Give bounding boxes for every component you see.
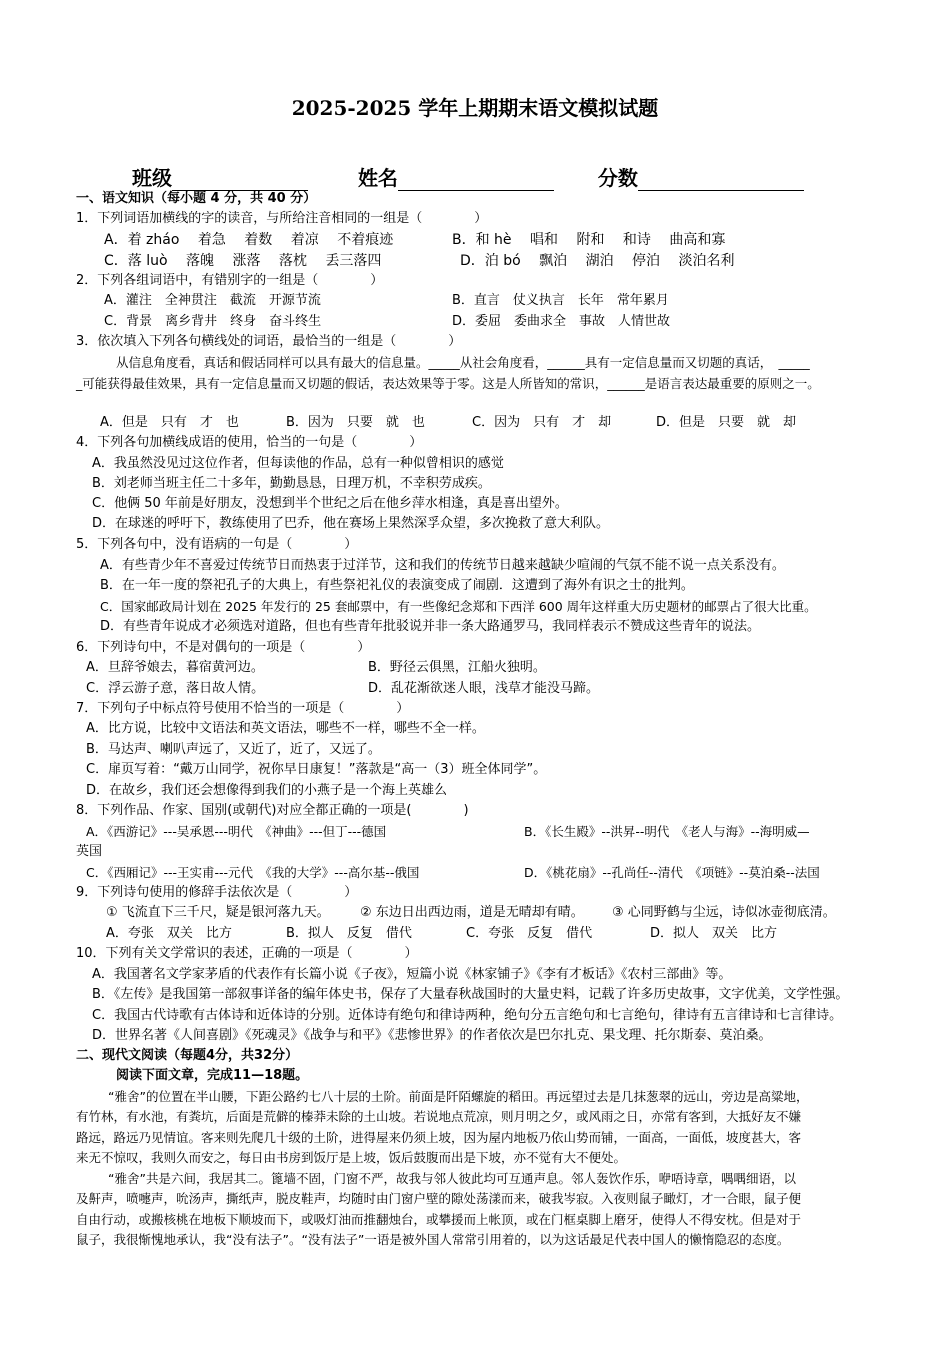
passage-para2-line2: 及鼾声，喷嚏声，吮汤声，撕纸声，脱皮鞋声，均随时由门窗户壁的隙处荡漾而来，破我岑寂。入夜则鼠子瞰灯，才一合眼，鼠子便: [76, 1191, 802, 1206]
q3-stem: 3．依次填入下列各句横线处的词语，最恰当的一组是（ ）: [76, 334, 462, 349]
q6-option-c: C．浮云游子意，落日故人情。: [86, 681, 265, 696]
q6-option-a: A．旦辞爷娘去，暮宿黄河边。: [86, 660, 264, 675]
q5-stem: 5．下列各句中，没有语病的一句是（ ）: [76, 537, 358, 552]
q5-option-c: C．国家邮政局计划在 2025 年发行的 25 套邮票中，有一些像纪念郑和下西洋 600 周年这样重大历史题材的邮票占了很大比重。: [100, 599, 817, 614]
q7-option-c: C．扉页写着：“戴万山同学，祝你早日康复！”落款是“高一（3）班全体同学”。: [86, 762, 547, 777]
q4-stem: 4．下列各句加横线成语的使用，恰当的一句是（ ）: [76, 435, 423, 450]
q1-option-c: C．落 luò 落魄 涨落 落枕 丢三落四: [104, 253, 382, 269]
q2-option-b: B．直言 仗义执言 长年 常年累月: [452, 293, 669, 308]
q9-option-d: D．拟人 双关 比方: [650, 926, 778, 941]
q5-option-b: B．在一年一度的祭祀孔子的大典上，有些祭祀礼仪的表演变成了闹剧．这遭到了海外有识之士的批判。: [100, 578, 694, 593]
q8-option-b: B．《长生殿》--洪昇--明代 《老人与海》--海明威—: [524, 824, 810, 839]
q9-sentence-1: ① 飞流直下三千尺，疑是银河落九天。: [106, 905, 330, 920]
passage-para1-line2: 有竹林，有水池，有粪坑，后面是荒僻的榛莽未除的土山坡。若说地点荒凉，则月明之夕，或风雨之日，亦常有客到，大抵好友不嫌: [76, 1109, 802, 1124]
name-blank[interactable]: [398, 170, 554, 191]
q7-option-b: B．马达声、喇叭声远了，又近了，近了，又远了。: [86, 742, 381, 757]
q2-option-c: C．背景 离乡背井 终身 奋斗终生: [104, 314, 322, 329]
q7-option-a: A．比方说，比较中文语法和英文语法，哪些不一样，哪些不全一样。: [86, 721, 485, 736]
q5-option-d: D．有些青年说成才必须选对道路，但也有些青年批驳说并非一条大路通罗马，我同样表示不赞成这些青年的说法。: [100, 619, 761, 634]
q4-option-d: D．在球迷的呼吁下，教练使用了巴乔，他在赛场上果然深孚众望，多次挽救了意大利队。: [92, 516, 610, 531]
page-title: 2025-2025 学年上期期末语文模拟试题: [291, 96, 659, 120]
passage-para2-line1: “雅舍”共是六间，我居其二。篦墙不固，门窗不严，故我与邻人彼此均可互通声息。邻人轰饮作乐，咿唔诗章，喁喁细语，以: [108, 1171, 796, 1186]
q8-option-c: C．《西厢记》---王实甫---元代 《我的大学》---高尔基--俄国: [86, 865, 420, 880]
q8-option-d: D．《桃花扇》--孔尚任--清代 《项链》--莫泊桑--法国: [524, 865, 820, 880]
q9-option-c: C．夸张 反复 借代: [466, 926, 593, 941]
class-blank[interactable]: [172, 170, 308, 191]
q2-option-d: D．委屈 委曲求全 事故 人情世故: [452, 314, 671, 329]
q4-option-c: C．他俩 50 年前是好朋友，没想到半个世纪之后在他乡萍水相逢，真是喜出望外。: [92, 496, 568, 511]
q10-option-c: C．我国古代诗歌有古体诗和近体诗的分别。近体诗有绝句和律诗两种，绝句分五言绝句和七言绝句，律诗有五言律诗和七言律诗。: [92, 1008, 843, 1023]
passage-para1-line1: “雅舍”的位置在半山腰，下距公路约七八十层的土阶。前面是阡陌螺旋的稻田。再远望过去是几抹葱翠的远山，旁边是高粱地，: [108, 1089, 809, 1104]
q9-sentence-3: ③ 心同野鹤与尘远，诗似冰壶彻底清。: [612, 905, 836, 920]
q6-option-d: D．乱花渐欲迷人眼，浅草才能没马蹄。: [368, 681, 600, 696]
q5-option-a: A．有些青少年不喜爱过传统节日而热衷于过洋节，这和我们的传统节日越来越缺少喧闹的气氛不能不说一点关系没有。: [100, 558, 785, 573]
q2-stem: 2．下列各组词语中，有错别字的一组是（ ）: [76, 273, 384, 288]
score-blank[interactable]: [638, 170, 804, 191]
student-info-row: [132, 162, 804, 191]
q9-stem: 9．下列诗句使用的修辞手法依次是（ ）: [76, 885, 358, 900]
class-label: 班级: [132, 166, 172, 190]
name-label: 姓名: [357, 166, 398, 190]
q2-option-a: A．灌注 全神贯注 截流 开源节流: [104, 293, 321, 308]
passage-para2-line4: 鼠子，我很惭愧地承认，我“没有法子”。“没有法子”一语是被外国人常常引用着的，以为这话最足代表中国人的懒惰隐忍的态度。: [76, 1232, 790, 1247]
q6-stem: 6．下列诗句中，不是对偶句的一项是（ ）: [76, 640, 371, 655]
q9-option-a: A．夸张 双关 比方: [106, 926, 232, 941]
q4-option-b: B．刘老师当班主任二十多年，勤勤恳恳，日理万机，不幸积劳成疾。: [92, 476, 491, 491]
q10-option-a: A．我国著名文学家茅盾的代表作有长篇小说《子夜》，短篇小说《林家铺子》《李有才板话》《农村三部曲》等。: [92, 967, 732, 982]
reading-instruction: 阅读下面文章，完成11—18题。: [116, 1068, 309, 1083]
q6-option-b: B．野径云俱黑，江船火独明。: [368, 660, 546, 675]
passage-para1-line4: 来无不惊叹，我则久而安之，每日由书房到饭厅是上坡，饭后鼓腹而出是下坡，亦不觉有大不便处。: [76, 1150, 627, 1165]
q1-option-d: D．泊 bó 飘泊 湖泊 停泊 淡泊名利: [460, 253, 735, 269]
q10-option-b: B．《左传》是我国第一部叙事详备的编年体史书，保存了大量春秋战国时的大量史料，记载了许多历史故事，文字优美，文学性强。: [92, 987, 849, 1002]
q8-stem: 8．下列作品、作家、国别(或朝代)对应全都正确的一项是( ): [76, 803, 469, 818]
q4-option-a: A．我虽然没见过这位作者，但每读他的作品，总有一种似曾相识的感觉: [92, 456, 504, 471]
q3-option-a: A．但是 只有 才 也: [100, 415, 239, 430]
q10-stem: 10．下列有关文学常识的表述，正确的一项是（ ）: [76, 946, 418, 961]
q8-option-b-continued: 英国: [76, 844, 103, 859]
q1-option-b: B．和 hè 唱和 附和 和诗 曲高和寡: [452, 232, 726, 248]
q3-option-d: D．但是 只要 就 却: [656, 415, 797, 430]
section1-heading: 一、语文知识（每小题 4 分，共 40 分）: [76, 191, 317, 206]
q7-option-d: D．在故乡，我们还会想像得到我们的小燕子是一个海上英雄么: [86, 783, 448, 798]
q8-option-a: A．《西游记》---吴承恩---明代 《神曲》---但丁---德国: [86, 824, 387, 839]
q9-sentence-2: ② 东边日出西边雨，道是无晴却有晴。: [360, 905, 584, 920]
q1-stem: 1．下列词语加横线的字的读音，与所给注音相同的一组是（ ）: [76, 211, 488, 226]
passage-para2-line3: 自由行动，或搬核桃在地板下顺坡而下，或吸灯油而推翻烛台，或攀援而上帐顶，或在门框桌脚上磨牙，使得人不得安枕。但是对于: [76, 1212, 802, 1227]
q9-option-b: B．拟人 反复 借代: [286, 926, 412, 941]
q3-passage-line1: 从信息角度看，真话和假话同样可以具有最大的信息量。_____从社会角度看，______具有一定信息量而又切题的真话， _____: [116, 355, 810, 370]
q7-stem: 7．下列句子中标点符号使用不恰当的一项是（ ）: [76, 701, 410, 716]
q10-option-d: D．世界名著《人间喜剧》《死魂灵》《战争与和平》《悲惨世界》的作者依次是巴尔扎克、果戈理、托尔斯泰、莫泊桑。: [92, 1028, 772, 1043]
passage-para1-line3: 路远，路远乃见情谊。客来则先爬几十级的土阶，进得屋来仍须上坡，因为屋内地板乃依山势而铺，一面高，一面低，坡度甚大，客: [76, 1130, 802, 1145]
q3-option-b: B．因为 只要 就 也: [286, 415, 425, 430]
q3-passage-line2: _可能获得最佳效果，具有一定信息量而又切题的假话，表达效果等于零。这是人所皆知的常识，______是语言表达最重要的原则之一。: [76, 376, 820, 391]
score-label: 分数: [597, 166, 638, 190]
q1-option-a: A．着 zháo 着急 着数 着凉 不着痕迹: [104, 232, 394, 248]
q3-option-c: C．因为 只有 才 却: [472, 415, 612, 430]
section2-heading: 二、现代文阅读（每题4分，共32分）: [76, 1048, 299, 1063]
